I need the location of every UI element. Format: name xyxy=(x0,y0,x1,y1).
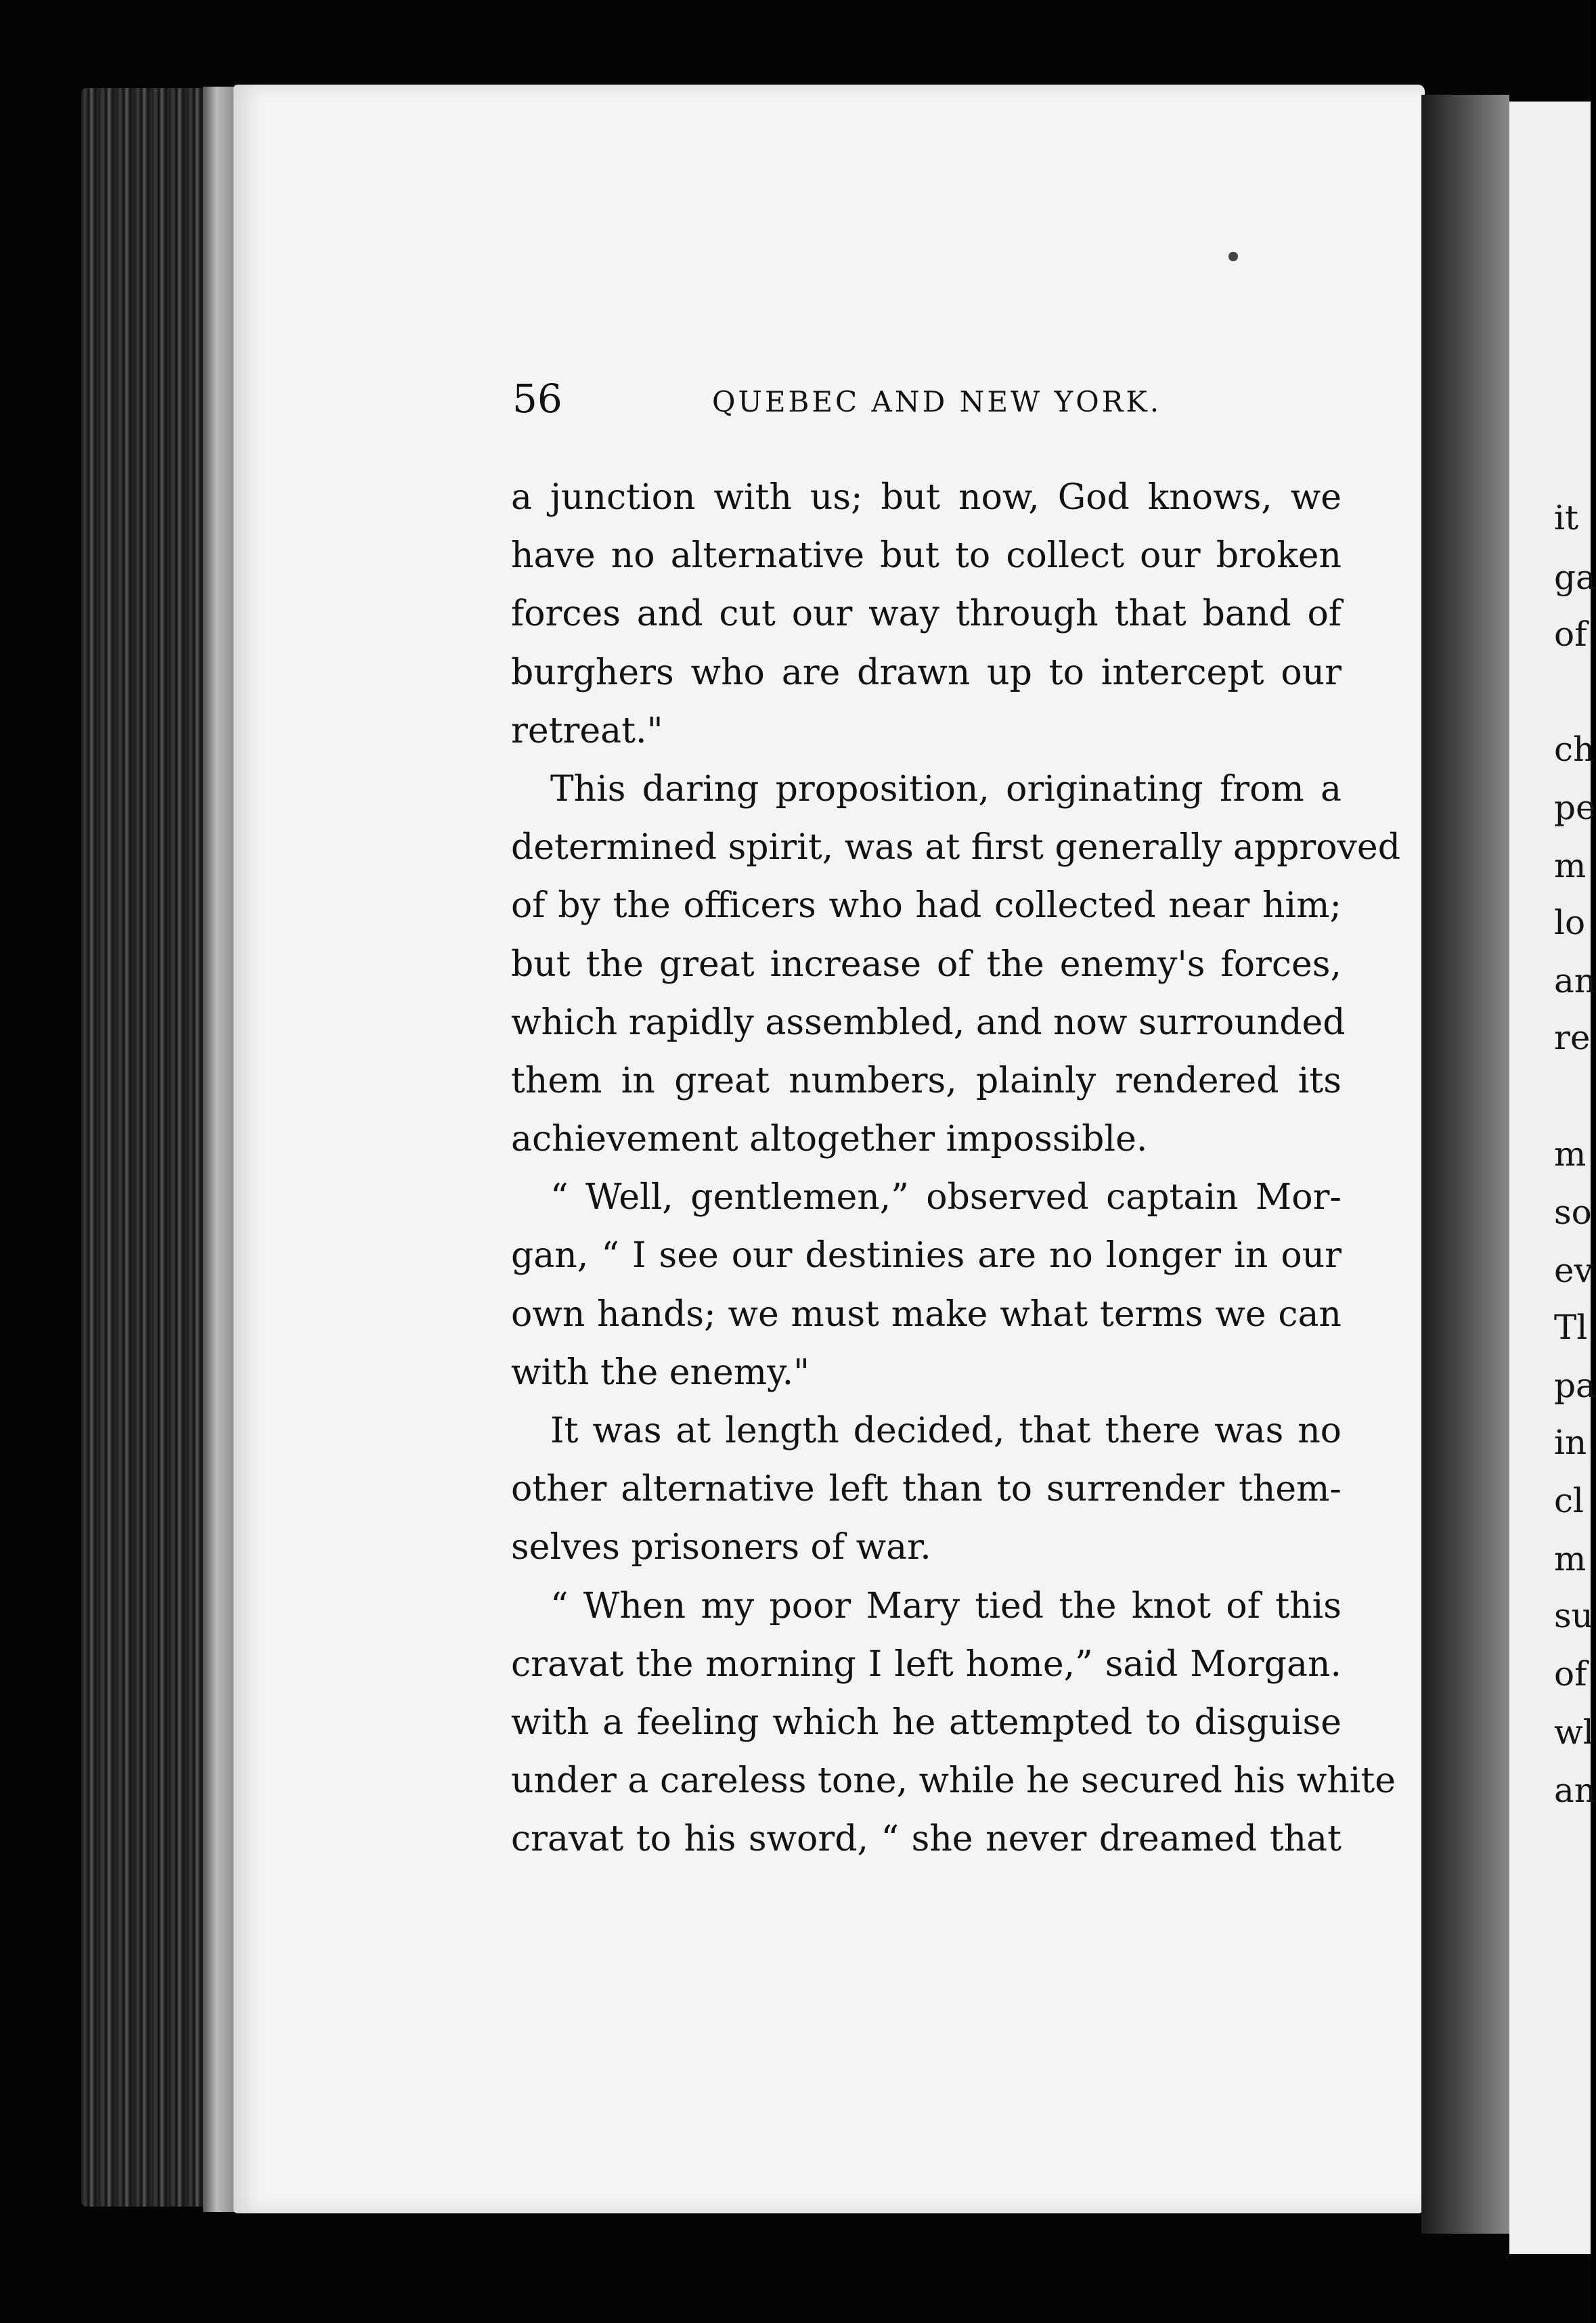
page-edge-highlight xyxy=(203,87,237,2212)
text-line: them in great numbers, plainly rendered its xyxy=(511,1060,1342,1101)
text-line: with a feeling which he attempted to disguise xyxy=(511,1702,1342,1743)
text-line: other alternative left than to surrender them- xyxy=(511,1469,1342,1510)
text-line: gan, “ I see our destinies are no longer in our xyxy=(511,1235,1342,1277)
next-page-fragment: ch xyxy=(1554,730,1595,769)
next-page-fragment: cl xyxy=(1554,1481,1584,1520)
next-page-fragment: lo xyxy=(1554,903,1586,942)
next-page-fragment: ga xyxy=(1554,558,1596,597)
text-line: It was at length decided, that there was no xyxy=(550,1411,1342,1451)
text-line: under a careless tone, while he secured his white xyxy=(511,1761,1396,1802)
text-line: with the enemy." xyxy=(511,1352,810,1393)
next-page-fragment: re xyxy=(1554,1018,1591,1057)
next-page-fragment: m xyxy=(1554,1539,1587,1578)
next-page-fragment: ev xyxy=(1554,1251,1593,1290)
next-page-fragment: in xyxy=(1554,1423,1587,1462)
next-page-fragment: so xyxy=(1554,1193,1592,1232)
text-line: selves prisoners of war. xyxy=(511,1527,931,1568)
next-page-fragment: wl xyxy=(1554,1712,1594,1752)
text-line: achievement altogether impossible. xyxy=(511,1119,1148,1160)
next-page-fragment: Tl xyxy=(1554,1308,1588,1347)
text-line: “ Well, gentlemen,” observed captain Mor- xyxy=(550,1177,1342,1218)
text-line: forces and cut our way through that band of xyxy=(511,594,1342,635)
text-line: retreat." xyxy=(511,710,663,751)
running-title: QUEBEC AND NEW YORK. xyxy=(712,385,1162,418)
text-line: burghers who are drawn up to intercept our xyxy=(511,652,1342,693)
text-line: cravat the morning I left home,” said Morgan. xyxy=(511,1643,1342,1685)
text-line: determined spirit, was at first generally approved xyxy=(511,827,1400,868)
text-line: a junction with us; but now, God knows, we xyxy=(511,477,1342,518)
next-page-fragment: pe xyxy=(1554,788,1596,827)
text-line: but the great increase of the enemy's forces, xyxy=(511,944,1342,985)
next-page-fragment: su xyxy=(1554,1596,1593,1635)
text-line: own hands; we must make what terms we can xyxy=(511,1293,1342,1335)
next-page-fragment: an xyxy=(1554,961,1596,1000)
next-page-fragment: pa xyxy=(1554,1366,1596,1405)
text-line: which rapidly assembled, and now surrounded xyxy=(511,1002,1346,1043)
next-page-fragment: of xyxy=(1554,615,1587,654)
paper-blemish xyxy=(1228,252,1238,261)
text-line: have no alternative but to collect our broken xyxy=(511,535,1342,577)
text-line: “ When my poor Mary tied the knot of this xyxy=(550,1585,1342,1627)
right-page-partial xyxy=(1509,102,1596,2254)
body-text xyxy=(511,468,1400,1869)
page-number: 56 xyxy=(512,376,562,422)
next-page-fragment: it xyxy=(1554,498,1579,537)
book-gutter xyxy=(1421,95,1509,2234)
next-page-fragment: m xyxy=(1554,1134,1587,1174)
text-line: cravat to his sword, “ she never dreamed that xyxy=(511,1819,1342,1860)
next-page-fragment: m xyxy=(1554,846,1587,885)
next-page-fragment: of xyxy=(1554,1654,1587,1694)
text-line: of by the officers who had collected near him; xyxy=(511,885,1342,927)
text-line: This daring proposition, originating from a xyxy=(550,768,1342,810)
next-page-fragment: an xyxy=(1554,1771,1596,1810)
